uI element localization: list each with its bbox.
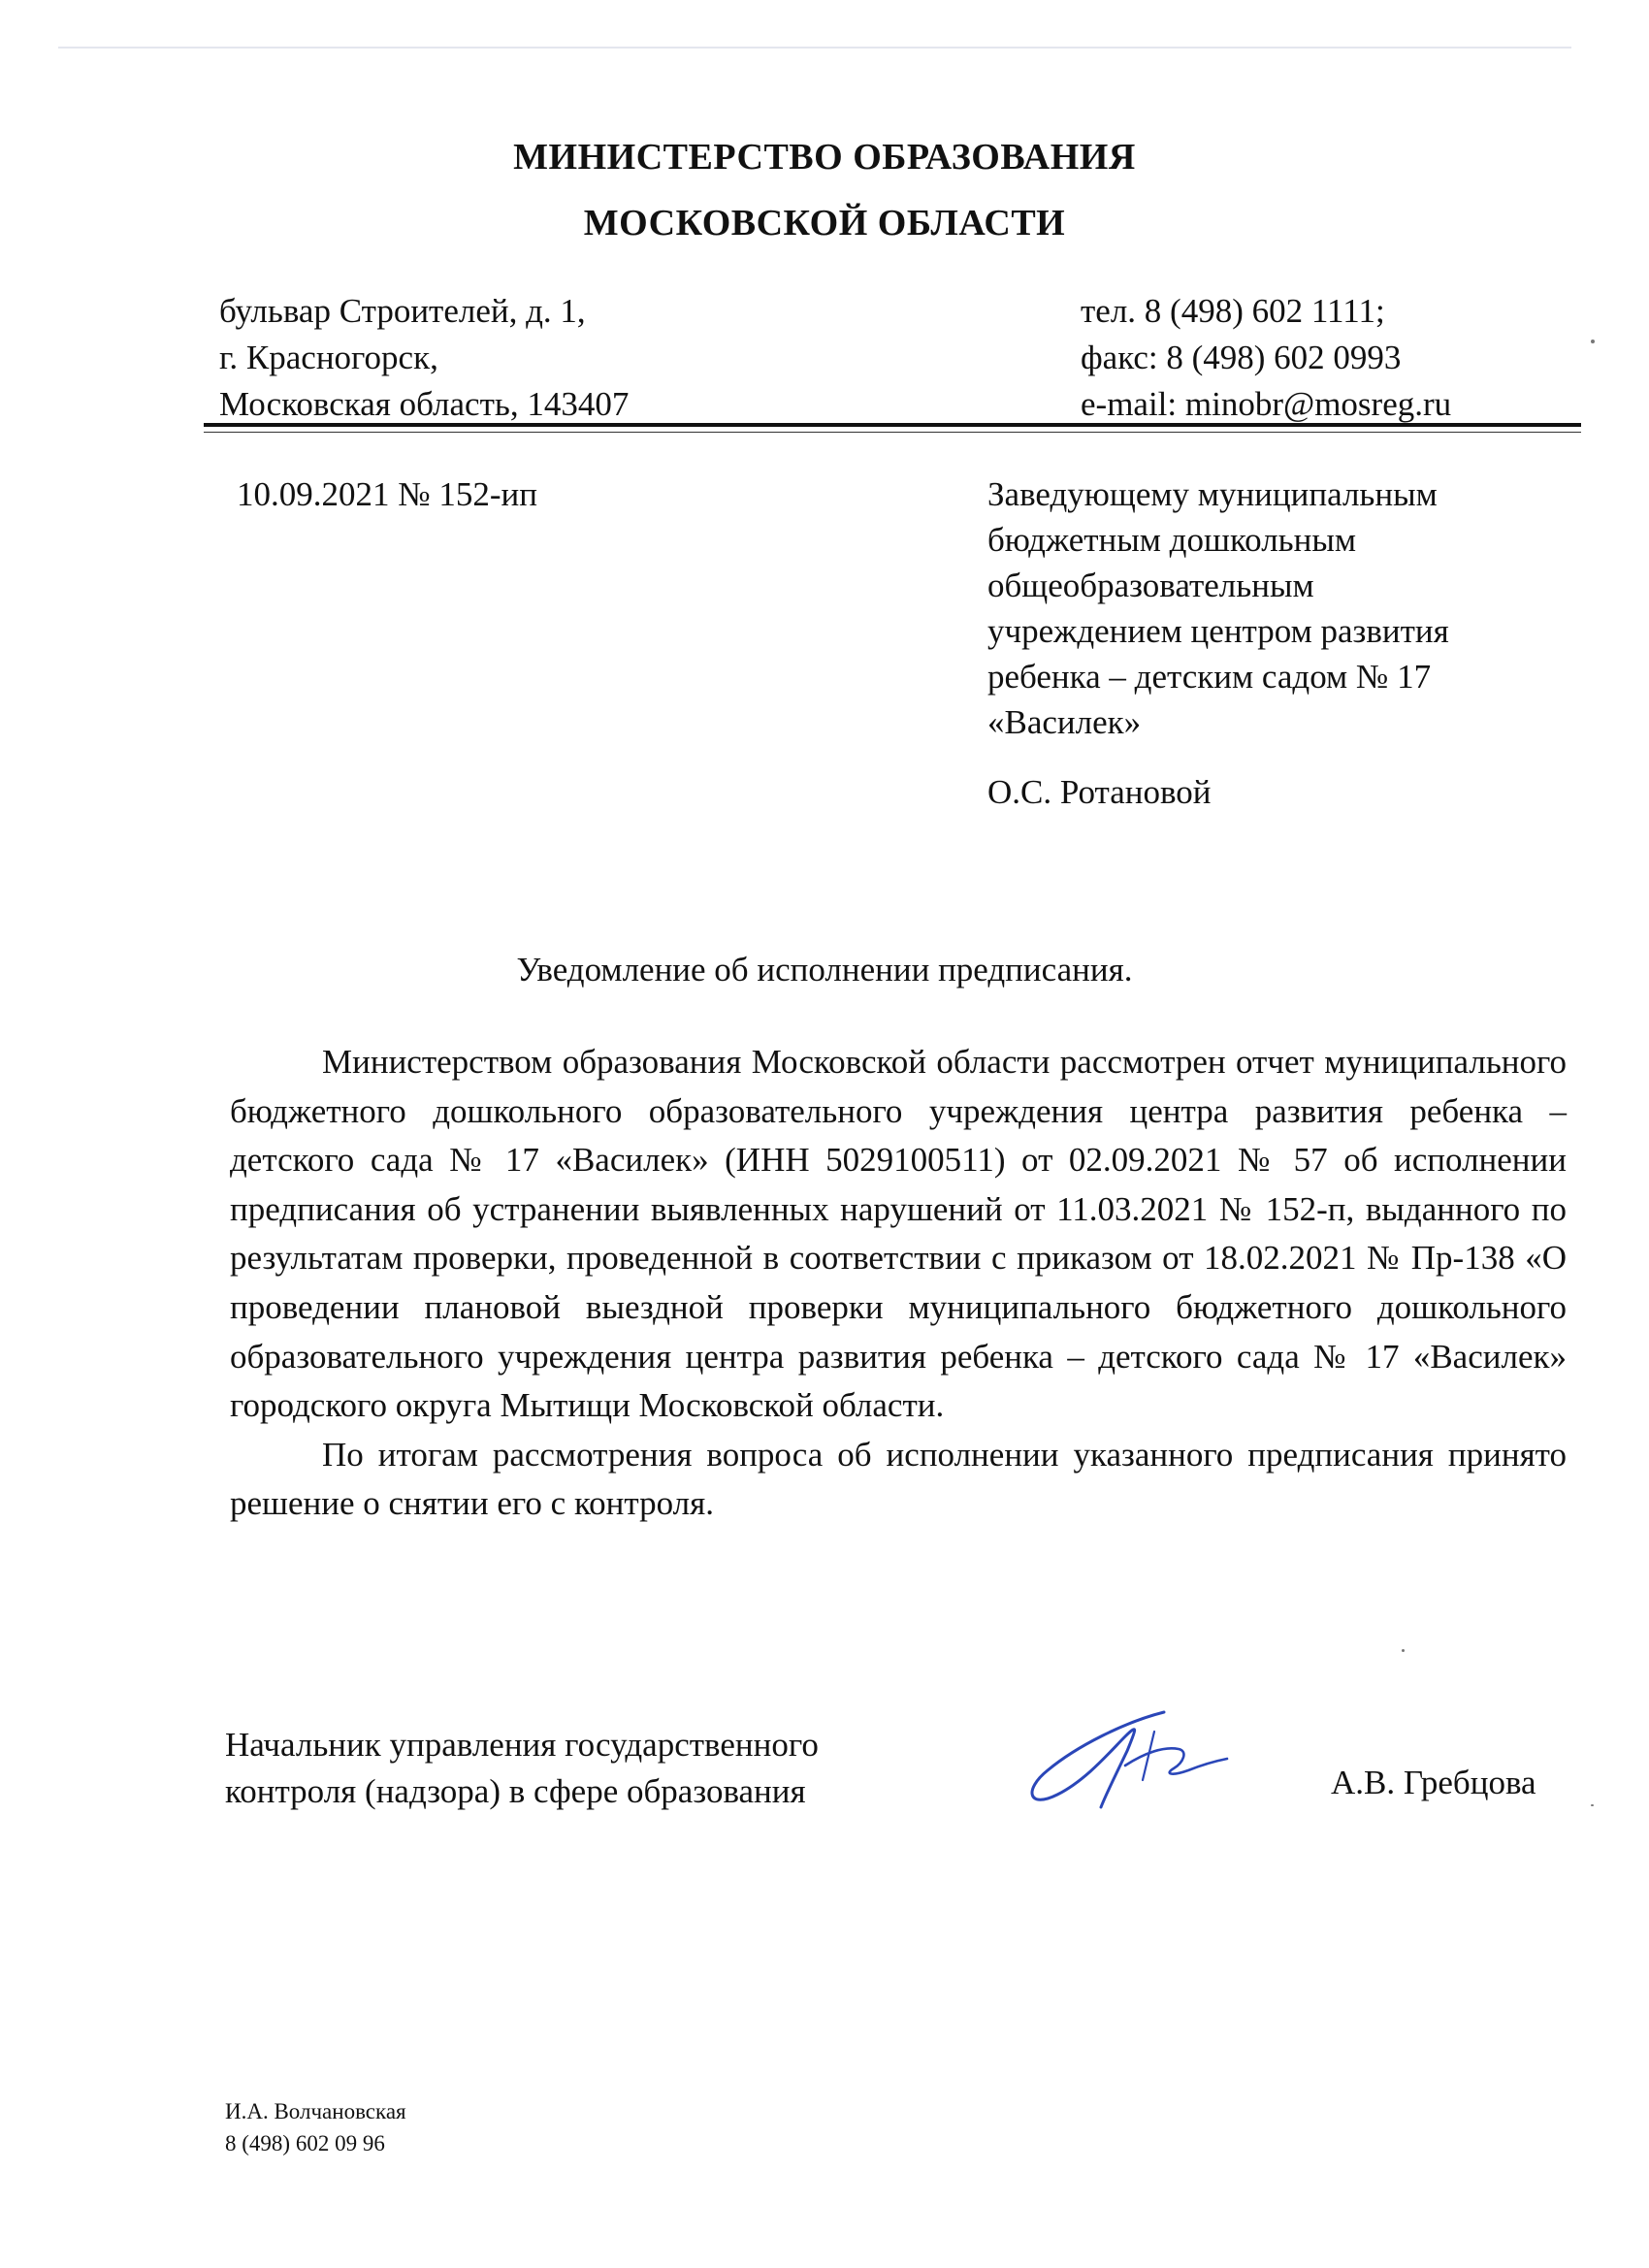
letterhead-divider-thin xyxy=(204,432,1581,433)
ministry-contacts xyxy=(1081,288,1451,428)
scan-speck xyxy=(1402,1649,1405,1652)
contact-phone: тел. 8 (498) 602 1111; xyxy=(1081,292,1385,330)
addressee-line: «Василек» xyxy=(987,703,1142,741)
scan-speck xyxy=(1591,340,1595,343)
document-body xyxy=(230,1038,1567,1529)
addressee-line: Заведующему муниципальным xyxy=(987,475,1438,513)
addressee-block xyxy=(987,471,1531,745)
signer-name: А.В. Гребцова xyxy=(1331,1764,1536,1801)
letterhead-divider-thick xyxy=(204,423,1581,427)
ministry-name-line-1: МИНИСТЕРСТВО ОБРАЗОВАНИЯ xyxy=(513,137,1136,178)
ministry-name-line-2: МОСКОВСКОЙ ОБЛАСТИ xyxy=(583,203,1066,243)
scan-speck xyxy=(1591,1804,1594,1806)
executor-info xyxy=(225,2095,406,2159)
addressee-line: бюджетным дошкольным xyxy=(987,521,1357,559)
body-paragraph: Министерством образования Московской области рассмотрен отчет муниципального бюджетного дошкольного образовательного учреждения центра развития ребенка – детского сада № 17 «Василек» (ИНН 5029100511) от 02.09.2021 № 57 об исполнении предписания об устранении выявленных нарушений от 11.03.2021 № 152-п, выданного по результатам проверки, проведенной в соответствии с приказом от 18.02.2021 № Пр-138 «О проведении плановой выездной проверки муниципального бюджетного дошкольного образовательного учреждения центра развития ребенка – детского сада № 17 «Василек» городского округа Мытищи Московской области. xyxy=(230,1043,1567,1425)
contact-email: e-mail: minobr@mosreg.ru xyxy=(1081,385,1452,423)
document-reference: 10.09.2021 № 152-ип xyxy=(237,475,538,513)
address-line: г. Красногорск, xyxy=(219,339,438,376)
address-line: бульвар Строителей, д. 1, xyxy=(219,292,586,330)
handwritten-signature xyxy=(1018,1693,1242,1829)
executor-name: И.А. Волчановская xyxy=(225,2099,406,2123)
addressee-line: ребенка – детским садом № 17 xyxy=(987,658,1432,696)
body-paragraph: По итогам рассмотрения вопроса об исполнении указанного предписания принято решение о снятии его с контроля. xyxy=(230,1435,1567,1523)
addressee-line: общеобразовательным xyxy=(987,567,1314,604)
addressee-line: учреждением центром развития xyxy=(987,612,1449,650)
scan-edge-line xyxy=(58,47,1571,49)
contact-fax: факс: 8 (498) 602 0993 xyxy=(1081,339,1402,376)
ministry-address xyxy=(219,288,629,428)
executor-phone: 8 (498) 602 09 96 xyxy=(225,2131,385,2155)
signer-position-line: контроля (надзора) в сфере образования xyxy=(225,1772,806,1810)
recipient-name: О.С. Ротановой xyxy=(987,773,1212,811)
signer-position-line: Начальник управления государственного xyxy=(225,1726,819,1764)
document-title: Уведомление об исполнении предписания. xyxy=(516,951,1133,988)
address-line: Московская область, 143407 xyxy=(219,385,630,423)
signature-strokes xyxy=(1032,1712,1227,1807)
signer-position xyxy=(225,1722,819,1815)
